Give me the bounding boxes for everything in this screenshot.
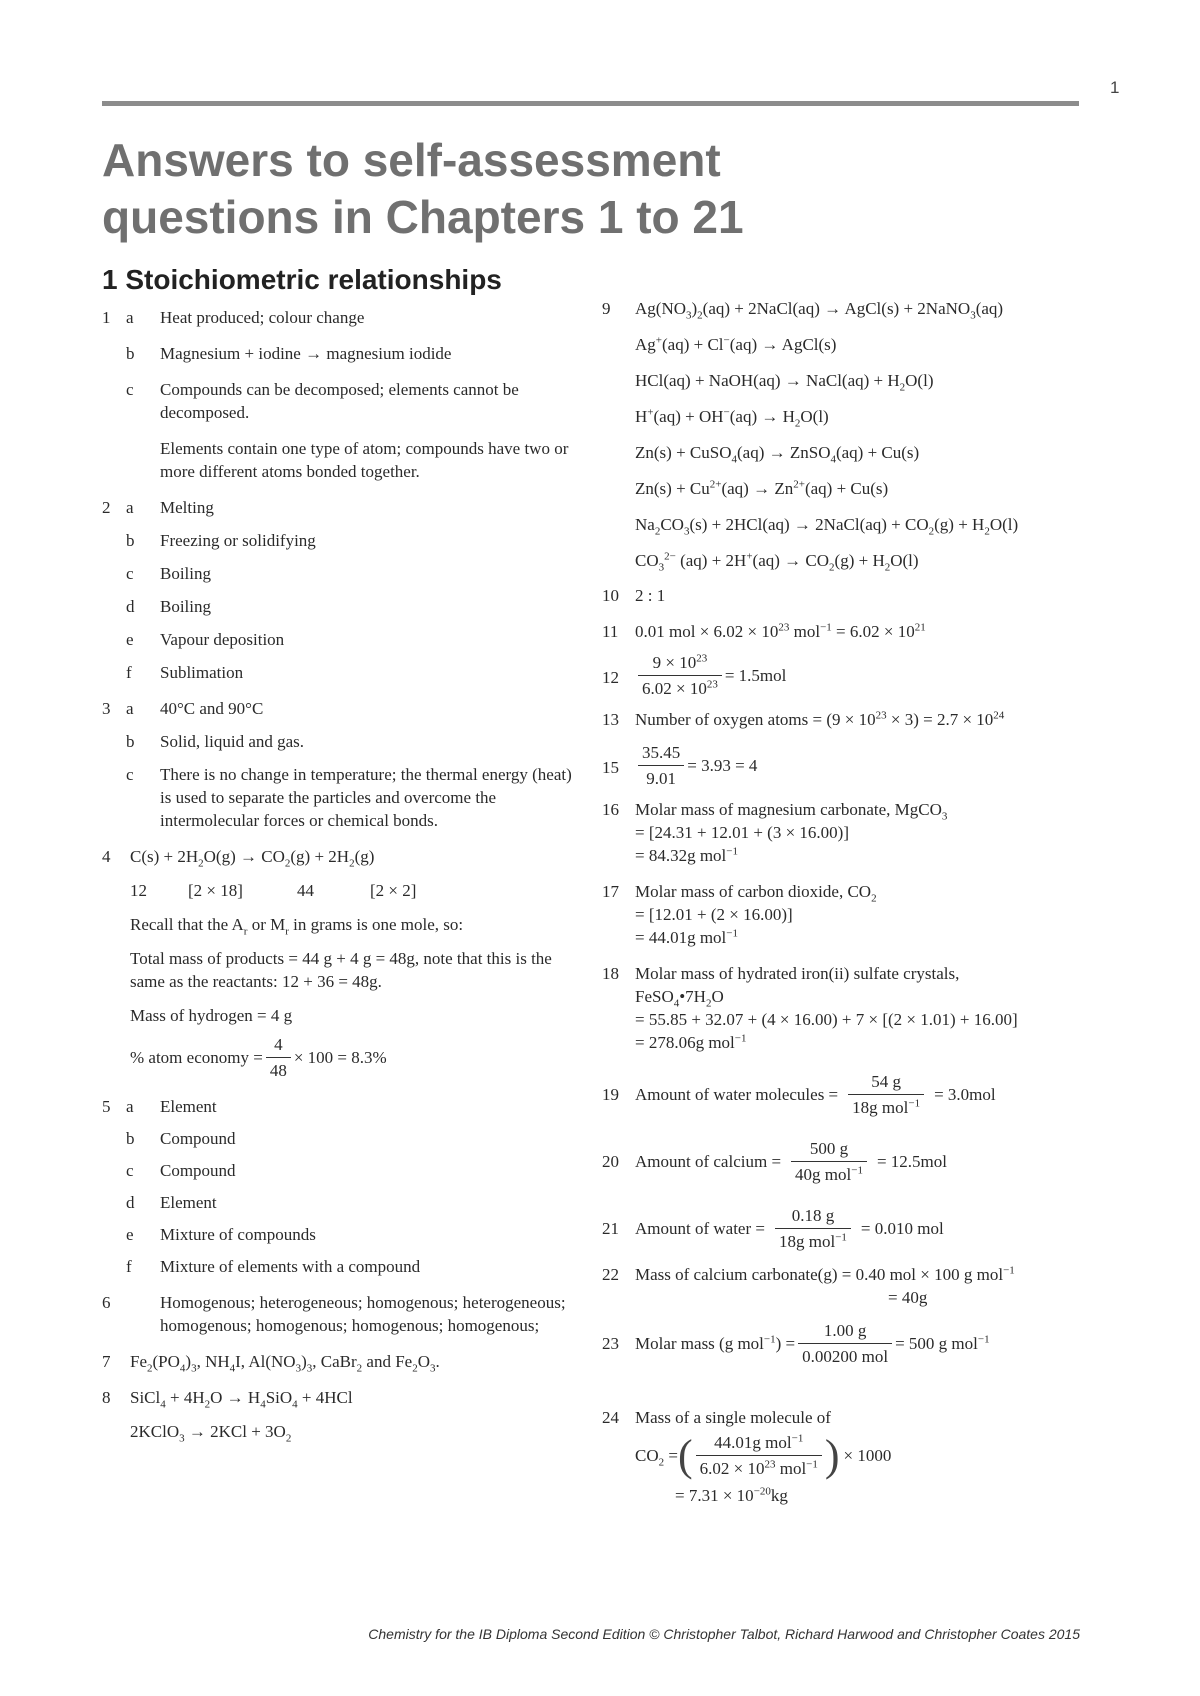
question-21: 21 Amount of water = $\frac{0.18 g}{18g mol^{-1}}$ = 0.010 mol — [602, 1206, 944, 1251]
question-13: 13 Number of oxygen atoms = $(9 \times 10^{23} \times 3) = 2.7 \times 10^{24}$ — [602, 709, 1005, 729]
answer-5f: Mixture of elements with a compound — [160, 1257, 421, 1276]
equation-9f: $Zn(s) + Cu^{2+}(aq) \to Zn^{2+}(aq) + Cu(s)$ — [635, 478, 889, 498]
answer-6: Homogenous; heterogeneous; homogenous; heterogeneous; homogenous; homogenous; homogenous; homogenous; — [160, 1293, 566, 1335]
question-12: 12 $\frac{9 \times 10^{23}}{6.02 \times 10^{23}}$ = 1.5mol — [602, 652, 787, 698]
question-11: 11 0.01 mol × $6.02 \times 10^{23}$ $mol^{-1} = 6.02 \times 10^{21}$ — [602, 621, 926, 641]
page-title: Answers to self-assessment questions in Chapters 1 to 21 — [102, 134, 744, 243]
answer-5a: Element — [160, 1097, 217, 1116]
molar-masses: 12 [2 × 18] 44 [2 × 2] — [130, 881, 417, 900]
question-3: 3 a 40°C and 90°C b Solid, liquid and gas. c There is no change in temperature; the thermal energy (heat) is used to separate the particles and overcome the intermolecular forces or chemical bonds. — [102, 699, 572, 830]
answer-1c-extra: Elements contain one type of atom; compounds have two or more different atoms bonded together. — [160, 439, 569, 481]
question-10: 10 2 : 1 — [602, 586, 666, 605]
equation-4: $C(s) + 2H_2O(g) \to CO_2(g) + 2H_2(g)$ — [130, 847, 375, 870]
equation-9d: $H^+(aq) + OH^-(aq) \to H_2O(l)$ — [635, 406, 829, 430]
hydrogen-mass: Mass of hydrogen = 4 g — [130, 1006, 293, 1025]
page-number: 1 — [1110, 78, 1120, 97]
answer-5d: Element — [160, 1193, 217, 1212]
question-1: 1 a Heat produced; colour change b Magnesium + iodine → magnesium iodide c Compounds can be decomposed; elements cannot be decomposed. Elements contain one type of atom; compounds have two or more different atoms bonded together. — [102, 306, 572, 483]
equation-9h: $CO_3^{2-}$ $(aq) + 2H^+(aq) \to CO_2(g) + H_2O(l)$ — [635, 550, 919, 574]
question-8: 8 SiCl$_4$ + $4H_2O \to H_4SiO_4 + 4HCl$ 2KClO$_3$ → $2KCl + 3O_2$ — [102, 1386, 572, 1443]
equation-9g: $Na_2CO_3(s) + 2HCl(aq)$ → 2NaCl(aq) + $CO_2(g) + H_2O(l)$ — [635, 515, 1019, 538]
header-rule — [102, 101, 1079, 106]
footer-citation: Chemistry for the IB Diploma Second Edition © Christopher Talbot, Richard Harwood and Christopher Coates 2015 — [368, 1626, 1080, 1642]
question-4: 4 $C(s) + 2H_2O(g) \to CO_2(g) + 2H_2(g)$ 12 [2 × 18] 44 [2 × 2] Recall that the $A_r$ or $M_r$ in grams is one mole, so: Total mass of products = 44 g + 4 g = 48g, note that this is the same as the reactants: 12 + 36 = 48g. Mass of hydrogen = 4 g % atom economy = $\frac{4}{48}$ × 100 = 8.3% — [102, 845, 572, 1082]
question-20: 20 Amount of calcium = $\frac{500 g}{40g mol^{-1}}$ = 12.5mol — [602, 1139, 947, 1184]
equation-9b: Ag+(aq) + Cl−(aq) → AgCl(s) — [635, 334, 837, 354]
question-16: 16 Molar mass of magnesium carbonate, MgCO$_3$ = [24.31 + 12.01 + (3 × 16.00)] = 84.32g mol$^{-1}$ — [602, 800, 948, 865]
answer-2d: Boiling — [160, 597, 212, 616]
answer-1b: Magnesium + iodine → magnesium iodide — [160, 344, 452, 363]
question-6: 6 Homogenous; heterogeneous; homogenous; heterogeneous; homogenous; homogenous; homogenous; homogenous; — [102, 1291, 572, 1337]
question-9: 9 $Ag(NO_3)_2(aq)$ + 2NaCl(aq) → AgCl(s) + 2NaNO$_3$(aq) Ag+(aq) + Cl−(aq) → AgCl(s) HCl(aq) + NaOH(aq) → NaCl(aq) + $H_2O(l)$ $H^+(aq) + OH^-(aq) \to H_2O(l)$ Zn(s) + CuSO$_4$(aq) → ZnSO$_4$(aq) + Cu(s) $Zn(s) + Cu^{2+}(aq) \to Zn^{2+}(aq) + Cu(s)$ $Na_2CO_3(s) + 2HCl(aq)$ → 2NaCl(aq) + $CO_2(g) + H_2O(l)$ $CO_3^{2-}$ $(aq) + 2H^+(aq) \to CO_2(g) + H_2O(l)$ — [602, 297, 1102, 572]
question-22: 22 Mass of calcium carbonate(g) = 0.40 mol × 100 g mol$^{-1}$ = 40g — [602, 1264, 1015, 1307]
answer-1a: Heat produced; colour change — [160, 308, 365, 327]
total-mass-text: Total mass of products = 44 g + 4 g = 48g, note that this is the same as the reactants: 12 + 36 = 48g. — [130, 949, 552, 991]
answer-5c: Compound — [160, 1161, 236, 1180]
question-17: 17 Molar mass of carbon dioxide, $CO_2$ = [12.01 + (2 × 16.00)] = 44.01g mol$^{-1}$ — [602, 882, 877, 947]
question-24: 24 Mass of a single molecule of $CO_2$ = ( $\frac{44.01g mol^{-1}}{6.02 \times 10^{23} mol^{-1}}$ ) × 1000 = $7.31 \times 10^{-20}kg$ — [602, 1408, 892, 1505]
answer-7: $Fe_2(PO_4)_3$, $NH_4I$, $Al(NO_3)_3$, CaBr$_2$ and $Fe_2O_3$. — [130, 1352, 440, 1375]
equation-8b: 2KClO$_3$ → $2KCl + 3O_2$ — [130, 1422, 292, 1445]
question-7: 7 $Fe_2(PO_4)_3$, $NH_4I$, $Al(NO_3)_3$, CaBr$_2$ and $Fe_2O_3$. — [102, 1350, 572, 1373]
left-column — [102, 306, 572, 1456]
recall-text: Recall that the $A_r$ or $M_r$ in grams is one mole, so: — [130, 915, 464, 938]
answer-2e: Vapour deposition — [160, 630, 285, 649]
answer-5e: Mixture of compounds — [160, 1225, 316, 1244]
equation-9a: $Ag(NO_3)_2(aq)$ + 2NaCl(aq) → AgCl(s) + 2NaNO$_3$(aq) — [635, 299, 1004, 322]
equation-9c: HCl(aq) + NaOH(aq) → NaCl(aq) + $H_2O(l)$ — [635, 371, 934, 394]
question-2: 2 a Melting b Freezing or solidifying c Boiling d Boiling e Vapour deposition f Sublimation — [102, 496, 572, 684]
equation-8a: SiCl$_4$ + $4H_2O \to H_4SiO_4 + 4HCl$ — [130, 1388, 353, 1411]
answer-5b: Compound — [160, 1129, 236, 1148]
atom-economy: % atom economy = $\frac{4}{48}$ × 100 = 8.3% — [130, 1035, 387, 1080]
answer-3c: There is no change in temperature; the thermal energy (heat) is used to separate the particles and overcome the intermolecular forces or chemical bonds. — [160, 765, 572, 830]
answer-2a: Melting — [160, 498, 214, 517]
answer-3a: 40°C and 90°C — [160, 699, 264, 718]
answer-1c: Compounds can be decomposed; elements cannot be decomposed. — [160, 380, 519, 422]
question-23: 23 Molar mass (g mol$^{-1}$) = $\frac{1.00 g}{\text{0.00200 mol}}$ = 500 g mol$^{-1}$ — [602, 1321, 990, 1366]
answer-2f: Sublimation — [160, 663, 244, 682]
answer-2c: Boiling — [160, 564, 212, 583]
right-column — [602, 297, 1102, 1520]
question-5: 5 a Element b Compound c Compound d Element e Mixture of compounds f Mixture of elements with a compound — [102, 1095, 572, 1278]
fraction-15: $\frac{35.45}{9.01}$ — [638, 741, 684, 790]
answer-2b: Freezing or solidifying — [160, 531, 316, 550]
chapter-heading: 1 Stoichiometric relationships — [102, 264, 502, 295]
fraction-12: $\frac{9 \times 10^{23}}{6.02 \times 10^{23}}$ — [638, 651, 722, 700]
question-18: 18 Molar mass of hydrated iron(ii) sulfate crystals, $FeSO_4•7H_2O$ = 55.85 + 32.07 + (4 × 16.00) + 7 × [(2 × 1.01) + 16.00] = 278.06g mol$^{-1}$ — [602, 964, 1018, 1052]
question-15: 15 $\frac{35.45}{9.01}$ = 3.93 = 4 — [602, 743, 758, 788]
answer-3b: Solid, liquid and gas. — [160, 732, 305, 751]
equation-9e: Zn(s) + CuSO$_4$(aq) → ZnSO$_4$(aq) + Cu(s) — [635, 443, 920, 466]
question-19: 19 Amount of water molecules = $\frac{54 g}{18g mol^{-1}}$ = 3.0mol — [602, 1072, 996, 1117]
